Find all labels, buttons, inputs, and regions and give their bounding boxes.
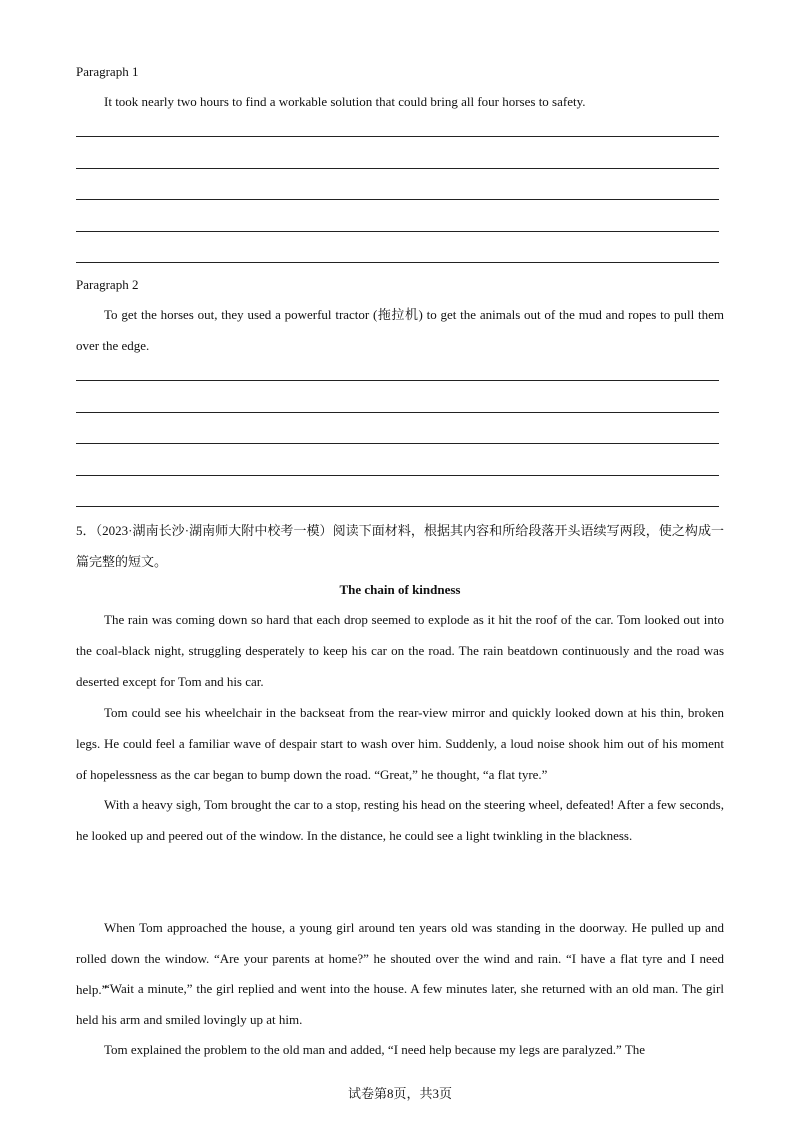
paragraph-1-label: Paragraph 1 <box>76 64 139 79</box>
story-title: The chain of kindness <box>339 582 461 597</box>
writing-line <box>76 443 719 444</box>
story-paragraph: When Tom approached the house, a young girl around ten years old was standing in the doorway. He pulled up and rolled down the window. “Are your parents at home?” he shouted over the wind and rain. “I have a flat tyre and I need help.” <box>76 920 724 997</box>
writing-line <box>76 380 719 381</box>
story-paragraph: With a heavy sigh, Tom brought the car to a stop, resting his head on the steering wheel, defeated! After a few seconds, he looked up and peered out of the window. In the distance, he could see a light twinkling in the blackness. <box>76 797 724 843</box>
story-paragraph: Tom explained the problem to the old man and added, “I need help because my legs are paralyzed.” The <box>104 1042 646 1057</box>
story-paragraph: “Wait a minute,” the girl replied and went into the house. A few minutes later, she returned with an old man. The girl held his arm and smiled lovingly up at him. <box>76 981 724 1027</box>
writing-line <box>76 199 719 200</box>
writing-line <box>76 231 719 232</box>
writing-line <box>76 475 719 476</box>
story-paragraph: The rain was coming down so hard that each drop seemed to explode as it hit the roof of the car. Tom looked out into the coal-black night, struggling desperately to keep his car on the road. The rain beatdown continuously and the road was deserted except for Tom and his car. <box>76 612 724 689</box>
writing-line <box>76 168 719 169</box>
paragraph-2-opening: To get the horses out, they used a powerful tractor (拖拉机) to get the animals out of the mud and ropes to pull them over the edge. <box>76 307 724 353</box>
writing-line <box>76 262 719 263</box>
story-paragraph: Tom could see his wheelchair in the backseat from the rear-view mirror and quickly looked down at his thin, broken legs. He could feel a familiar wave of despair start to wash over him. Suddenly, a loud noise shook him out of his moment of hopelessness as the car began to bump down the road. “Great,” he thought, “a flat tyre.” <box>76 705 724 782</box>
paragraph-1-opening: It took nearly two hours to find a workable solution that could bring all four horses to safety. <box>104 94 586 109</box>
question-5-prompt: 5．（2023·湖南长沙·湖南师大附中校考一模）阅读下面材料，根据其内容和所给段落开头语续写两段，使之构成一篇完整的短文。 <box>76 523 724 569</box>
page-footer: 试卷第8页，共3页 <box>347 1086 452 1101</box>
paragraph-2-label: Paragraph 2 <box>76 277 139 292</box>
writing-line <box>76 136 719 137</box>
writing-line <box>76 412 719 413</box>
writing-line <box>76 506 719 507</box>
